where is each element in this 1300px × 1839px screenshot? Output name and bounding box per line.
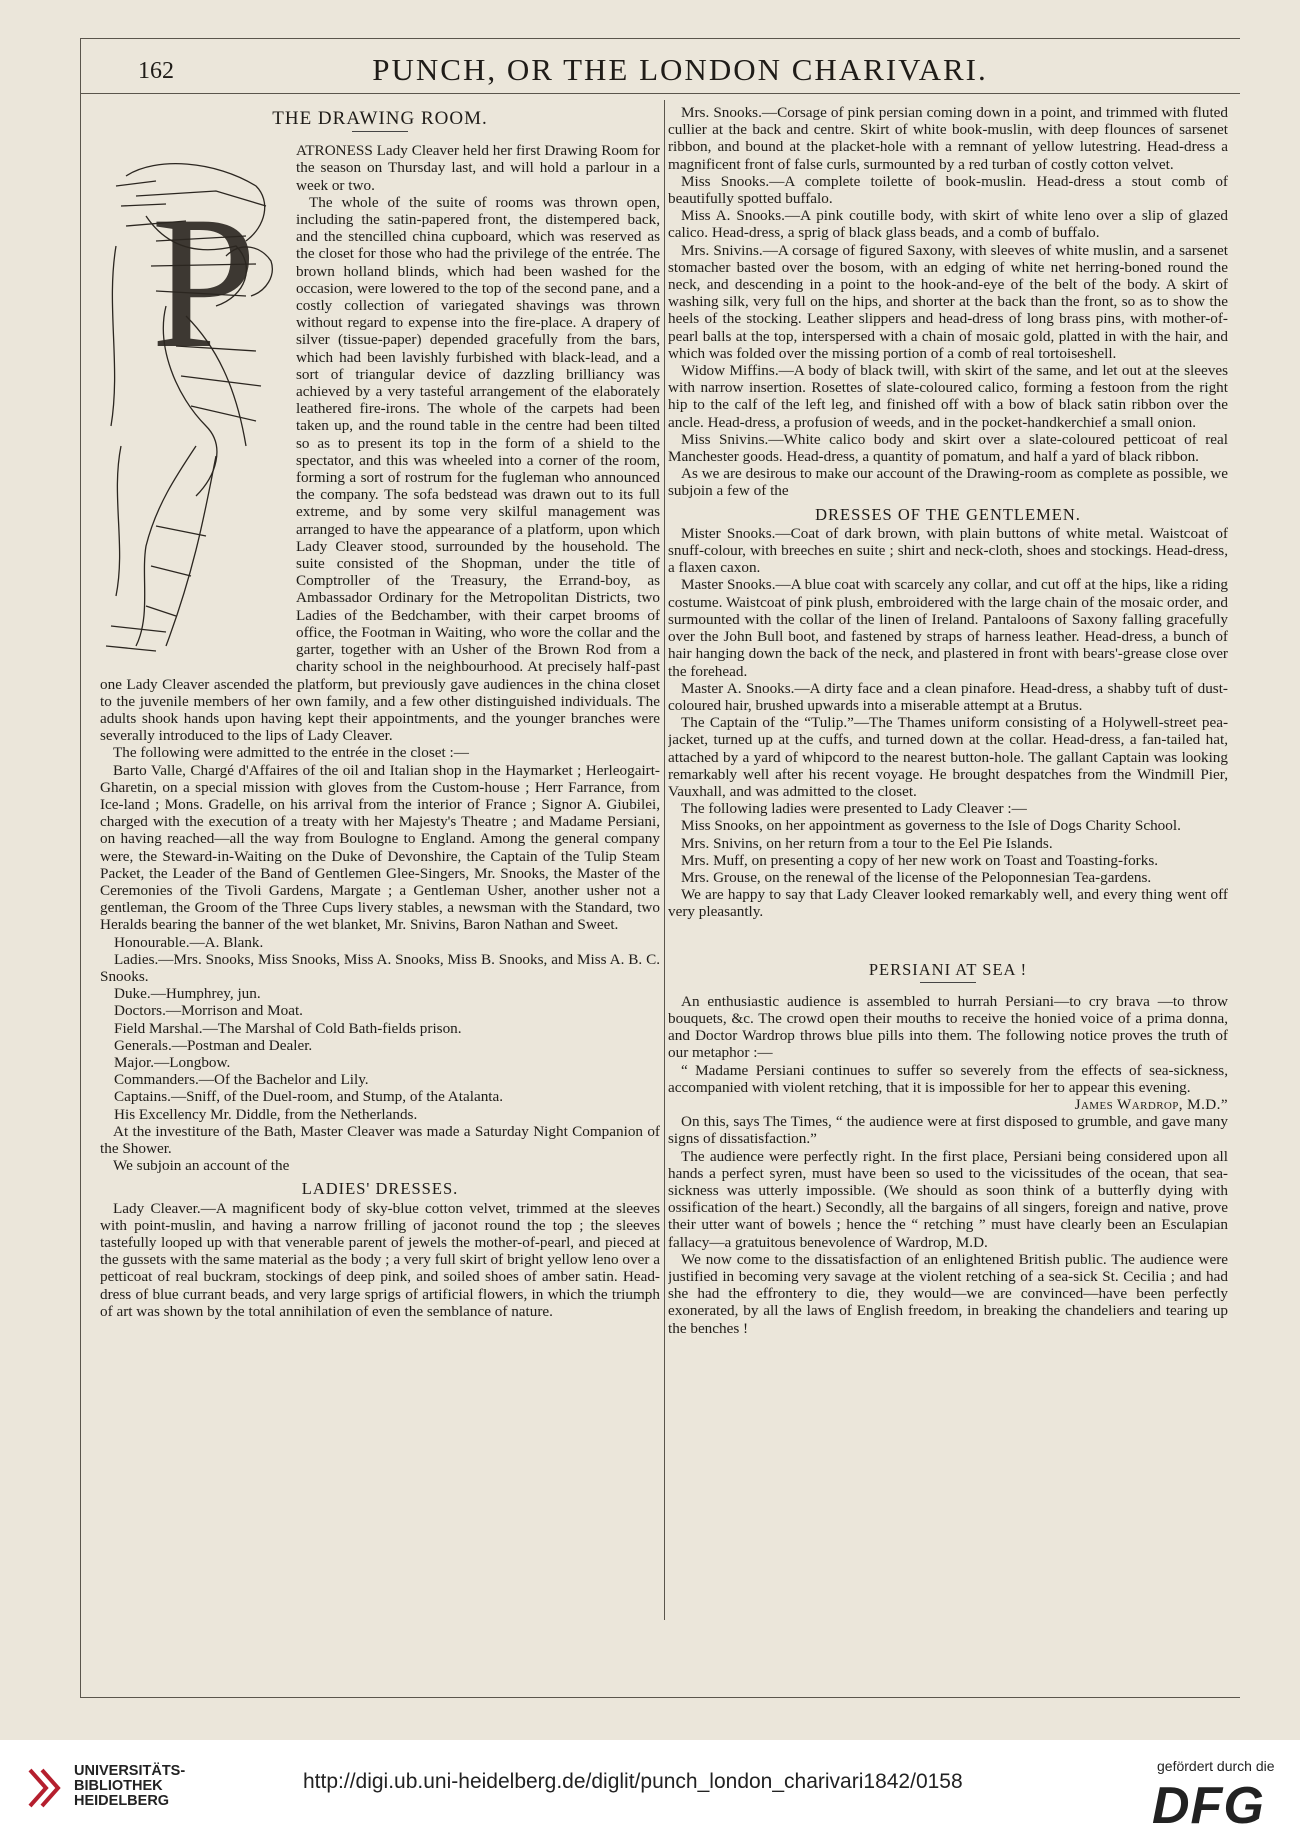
paragraph: Mrs. Snivins, on her return from a tour to the Eel Pie Islands. <box>681 834 1053 852</box>
paragraph: Mrs. Snooks.—Corsage of pink persian coming down in a point, and trimmed with fluted cullier at the back and centre. Skirt of white book-muslin, with deep flounces of sarsenet ribbon, and bound at the placket-hole with a remnant of yellow lutestring. Head-dress a magnificent front of false curls, surmounted by a red turban of costly cotton velvet. <box>668 104 1228 173</box>
list-item: Major.—Longbow. <box>114 1053 231 1071</box>
paragraph: Miss Snivins.—White calico body and skirt over a slate-coloured petticoat of real Manchester goods. Head-dress, a quantity of pomatum, and half a yard of black ribbon. <box>668 430 1228 466</box>
funded-by-label: gefördert durch die <box>1157 1758 1275 1774</box>
title-rule <box>352 131 408 132</box>
paragraph: We now come to the dissatisfaction of an enlightened British public. The audience were justified in becoming very savage at the violent retching of a sea-sick St. Cecilia ; and had she had the effrontery to die, they would—we are convinced—have been perfectly exonerated, by all the laws of English freedom, in breaking the chandeliers and tearing up the benches ! <box>668 1250 1228 1337</box>
paragraph: As we are desirous to make our account of the Drawing-room as complete as possible, we subjoin a few of the <box>668 465 1228 500</box>
section-gap <box>668 921 1228 955</box>
paragraph: Miss Snooks, on her appointment as governess to the Isle of Dogs Charity School. <box>681 817 1181 835</box>
running-title: PUNCH, OR THE LONDON CHARIVARI. <box>372 52 988 87</box>
paragraph: ATRONESS Lady Cleaver held her first Drawing Room for the season on Thursday last, and will hold a parlour in a week or two. <box>296 142 660 194</box>
article-title: PERSIANI AT SEA ! <box>868 959 1028 979</box>
list-item: Commanders.—Of the Bachelor and Lily. <box>114 1071 369 1089</box>
permalink-link[interactable]: http://digi.ub.uni-heidelberg.de/diglit/punch_london_charivari1842/0158 <box>303 1770 963 1793</box>
title-rule <box>920 982 976 983</box>
paragraph: Mrs. Snivins.—A corsage of figured Saxony, with sleeves of white muslin, and a sarsenet stomacher basted over the bosom, with an edging of white net herring-boned round the neck, and descending in a point to the hook-and-eye of the belt of the body. A skirt of washing silk, very full on the hips, and shorter at the back than the front, so as to show the heels of the stocking. Leather slippers and head-dress of long brass pins, with mother-of-pearl balls at the top, interspersed with a chain of mosaic gold, platted in with the hair, and which was folded over the missing portion of a comb of real tortoiseshell. <box>668 241 1228 362</box>
list-item: Generals.—Postman and Dealer. <box>114 1036 313 1054</box>
paragraph: Mrs. Muff, on presenting a copy of her new work on Toast and Toasting-forks. <box>681 851 1159 869</box>
paragraph: The Captain of the “Tulip.”—The Thames uniform consisting of a Holywell-street pea-jacket, turned up at the cuffs, and turned down at the collar. Head-dress, a fan-tailed hat, attached by a yard of whipcord to the nearest button-hole. The gallant Captain was looking remarkably well after his recent voyage. He brought despatches from the Windmill Pier, Vauxhall, and was admitted to the closet. <box>668 714 1228 800</box>
page-header <box>120 44 1240 94</box>
section-heading: LADIES' DRESSES. <box>301 1179 459 1199</box>
section-heading: DRESSES OF THE GENTLEMEN. <box>815 504 1081 524</box>
paragraph: Lady Cleaver.—A magnificent body of sky-blue cotton velvet, trimmed at the sleeves with point-muslin, and having a narrow frilling of jaconot round the top ; the sleeves tastefully looped up with that venerable parent of jewels the mother-of-pearl, and pieced at the gussets with the same material as the body ; a very full skirt of bright yellow leno over a petticoat of real buckram, stockings of deep pink, and soiled shoes of amber satin. Head-dress of blue currant beads, and very large sprigs of artificial flowers, in which the triumph of art was shown by the total annihilation of even the semblance of nature. <box>100 1199 660 1320</box>
paragraph: The whole of the suite of rooms was thrown open, including the satin-papered front, the distempered back, and the stencilled china cupboard, which was reserved as the closet for those who had the privilege of the entrée. The brown holland blinds, which had been washed for the occasion, were lowered to the top of the second pane, and a costly collection of variegated shavings was thrown without regard to expense into the fire-place. A drapery of silver (tissue-paper) depended gracefully from the bars, which had been lavishly furbished with black-lead, and a sort of triangular device of dazzling brilliancy was achieved by a very tasteful arrangement of the elaborately leathered fire-irons. The whole of the carpets had been taken up, and the round table in the centre had been tilted so as to present its top in the form of a shield to the spectator, and this was wheeled into a corner of the room, forming a sort of rostrum for the fugleman who announced the company. The sofa bedstead was drawn out to its full extreme, and by some very skilful management was arranged to have the appearance of a platform, upon which Lady Cleaver stood, surrounded by the household. The suite consisted of the Shopman, under the title of Comptroller of the Treasury, the Errand-boy, as Ambassador Ordinary for the Metropolitan Districts, two Ladies of the Bedchamber, with their carpet brooms of office, the Footman in Waiting, who wore the collar and the garter, together with an Usher of the Brown Rod from a charity school in the neighbourhood. At precisely half-past one Lady Cleaver ascended the platform, but previously gave audiences in the china closet to the juvenile members of her own family, and a few other distinguished individuals. The adults shook hands upon having kept their appointments, and the younger branches were severally introduced to the lips of Lady Cleaver. <box>100 193 660 745</box>
list-item: Field Marshal.—The Marshal of Cold Bath-fields prison. <box>114 1019 462 1037</box>
paragraph: Miss Snooks.—A complete toilette of book-muslin. Head-dress a stout comb of beautifully spotted buffalo. <box>668 172 1228 208</box>
paragraph: We subjoin an account of the <box>113 1157 290 1175</box>
digitization-footer <box>0 1740 1300 1839</box>
list-item: Honourable.—A. Blank. <box>114 933 264 951</box>
list-item: Ladies.—Mrs. Snooks, Miss Snooks, Miss A. Snooks, Miss B. Snooks, and Miss A. B. C. Snooks. <box>100 950 660 985</box>
paragraph: The following ladies were presented to Lady Cleaver :— <box>681 800 1027 818</box>
paragraph: The audience were perfectly right. In the first place, Persiani being considered upon all hands a perfect syren, must have been so used to the vicissitudes of the ocean, that sea-sickness was utterly impossible. (We should as soon think of a butterfly dying with ossification of the heart.) Secondly, all the bargains of all singers, foreign and native, prove their utter want of bowels ; hence the “ retching ” must have clearly been an Esculapian fallacy—a gratuitous benevolence of Wardrop, M.D. <box>668 1147 1228 1251</box>
paragraph: Miss A. Snooks.—A pink coutille body, with skirt of white leno over a slip of glazed calico. Head-dress, a sprig of black glass beads, and a comb of buffalo. <box>668 207 1228 242</box>
drop-cap-letter: P <box>151 178 257 389</box>
paragraph: We are happy to say that Lady Cleaver looked remarkably well, and every thing went off very pleasantly. <box>668 886 1228 921</box>
left-column <box>100 104 660 1624</box>
paragraph: Master A. Snooks.—A dirty face and a clean pinafore. Head-dress, a shabby tuft of dust-coloured hair, brushed upwards into a miserable attempt at a Brutus. <box>668 679 1228 714</box>
list-item: Duke.—Humphrey, jun. <box>114 985 261 1003</box>
article-title: THE DRAWING ROOM. <box>272 108 488 129</box>
left-border-rule <box>80 38 81 1698</box>
paragraph: The following were admitted to the entrée in the closet :— <box>113 744 469 762</box>
bottom-border-rule <box>80 1697 1240 1698</box>
paragraph: An enthusiastic audience is assembled to hurrah Persiani—to cry brava —to throw bouquets, &c. The crowd open their mouths to receive the honied voice of a prima donna, and Doctor Wardrop throws blue pills into them. The following notice proves the truth of our metaphor :— <box>668 992 1228 1062</box>
signature: James Wardrop, M.D.” <box>1074 1095 1228 1113</box>
paragraph: Mister Snooks.—Coat of dark brown, with plain buttons of white metal. Waistcoat of snuff-colour, with breeches en suite ; shirt and neck-cloth, shoes and stockings. Head-dress, a flaxen caxon. <box>668 524 1228 577</box>
paragraph: “ Madame Persiani continues to suffer so severely from the effects of sea-sickness, accompanied with violent retching, that it is impossible for her to appear this evening. <box>668 1061 1228 1096</box>
list-item: Captains.—Sniff, of the Duel-room, and Stump, of the Atalanta. <box>114 1088 504 1106</box>
column-divider <box>664 100 665 1620</box>
page-number: 162 <box>138 58 174 84</box>
dfg-logo: DFG <box>1152 1777 1265 1835</box>
list-item: His Excellency Mr. Diddle, from the Netherlands. <box>114 1105 418 1123</box>
patroness-figure-illustration <box>100 146 286 659</box>
paragraph: Widow Miffins.—A body of black twill, with skirt of the same, and let out at the sleeves with narrow insertion. Rosettes of slate-coloured calico, forming a festoon from the right hip to the calf of the left leg, and finished off with a bow of black satin ribbon over the ancle. Head-dress, a profusion of weeds, and in the pocket-handkerchief a small onion. <box>668 362 1228 431</box>
right-column <box>668 104 1228 1624</box>
drop-cap-illustration <box>100 146 286 659</box>
top-border-rule <box>80 38 1240 39</box>
paragraph: Barto Valle, Chargé d'Affaires of the oil and Italian shop in the Haymarket ; Herleogairt-Gharetin, on a special mission with gloves from the Custom-house ; Herr Farrance, from Ice-land ; Mons. Gradelle, on his arrival from the interior of France ; Signor A. Giubilei, charged with the execution of a treaty with her Majesty's Theatre ; and Madame Persiani, on having reached—all the way from Boulogne to England. Among the general company were, the Steward-in-Waiting on the Duke of Devonshire, the Captain of the Tulip Steam Packet, the Leader of the Band of Gentlemen Glee-Singers, Mr. Snooks, the Master of the Ceremonies of the Tivoli Gardens, Margate ; a Gentleman Usher, another usher not a gentleman, the Groom of the Three Cups livery stables, a newsman with the Standard, two Heralds bearing the banner of the wet blanket, Mr. Snivins, Baron Nathan and Sweet. <box>100 761 660 934</box>
university-library-logo-icon <box>26 1768 66 1810</box>
university-library-name: UNIVERSITÄTS- BIBLIOTHEK HEIDELBERG <box>74 1763 186 1809</box>
paragraph: On this, says The Times, “ the audience were at first disposed to grumble, and gave many signs of dissatisfaction.” <box>668 1113 1228 1148</box>
paragraph: At the investiture of the Bath, Master Cleaver was made a Saturday Night Companion of the Shower. <box>100 1122 660 1157</box>
paragraph: Mrs. Grouse, on the renewal of the license of the Peloponnesian Tea-gardens. <box>681 868 1152 886</box>
list-item: Doctors.—Morrison and Moat. <box>114 1002 303 1020</box>
paragraph: Master Snooks.—A blue coat with scarcely any collar, and cut off at the hips, like a riding costume. Waistcoat of pink plush, embroidered with the large chain of the mosaic order, and surmounted with the collar of the linen of Ireland. Pantaloons of Saxony falling gracefully over the John Bull boot, and fastened by straps of harness leather. Head-dress, a bunch of hair hanging down the back of the neck, and plastered in front with bears'-grease close over the forehead. <box>668 576 1228 680</box>
